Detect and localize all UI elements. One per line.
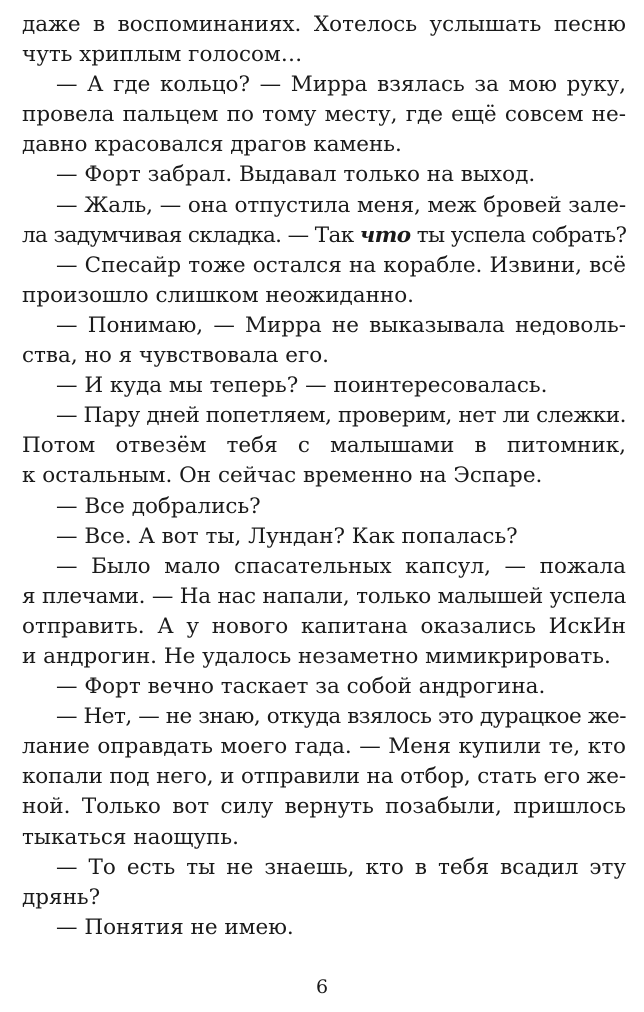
text-line: — Понятия не имею. xyxy=(56,914,294,940)
text-line: — Все добрались? xyxy=(56,493,261,519)
text-line: чуть хриплым голосом… xyxy=(22,42,303,68)
text-line: Потом отвезём тебя с малышами в питомник, xyxy=(22,433,626,459)
text-line: произошло слишком неожиданно. xyxy=(22,282,415,308)
text-line: — Было мало спасательных капсул, — пожала xyxy=(56,553,626,579)
text-line: копали под него, и отправили на отбор, стать его же- xyxy=(22,764,626,790)
body-text xyxy=(22,10,626,943)
text-segment: ты успела собрать? xyxy=(410,222,627,248)
text-line: провела пальцем по тому месту, где ещё совсем не- xyxy=(22,102,626,128)
text-segment: ла задумчивая складка. — Так xyxy=(22,222,360,248)
text-line: — Пару дней попетляем, проверим, нет ли слежки. xyxy=(56,403,627,429)
text-line: — И куда мы теперь? — поинтересовалась. xyxy=(56,373,548,399)
text-line: — Форт забрал. Выдавал только на выход. xyxy=(56,162,536,188)
text-line: и андрогин. Не удалось незаметно мимикрировать. xyxy=(22,643,611,669)
text-line: — Все. А вот ты, Лундан? Как попалась? xyxy=(56,523,518,549)
text-line: ной. Только вот силу вернуть позабыли, пришлось xyxy=(22,794,626,820)
text-line: — Нет, — не знаю, откуда взялось это дурацкое же- xyxy=(56,704,626,730)
text-line: — Форт вечно таскает за собой андрогина. xyxy=(56,674,546,700)
text-line: — А где кольцо? — Мирра взялась за мою руку, xyxy=(56,72,626,98)
text-line: — То есть ты не знаешь, кто в тебя всадил эту xyxy=(56,854,626,880)
page-number: 6 xyxy=(315,976,329,998)
text-line: — Понимаю, — Мирра не выказывала недоволь- xyxy=(56,312,626,338)
text-line: я плечами. — На нас напали, только малышей успела xyxy=(22,583,626,609)
emphasized-word: что xyxy=(359,222,411,248)
text-line xyxy=(22,221,626,251)
text-line: — Спесайр тоже остался на корабле. Извини, всё xyxy=(56,252,626,278)
text-line: ства, но я чувствовала его. xyxy=(22,343,329,369)
text-line: к остальным. Он сейчас временно на Эспаре. xyxy=(22,463,543,489)
text-line: — Жаль, — она отпустила меня, меж бровей зале- xyxy=(56,192,626,218)
text-line: лание оправдать моего гада. — Меня купили те, кто xyxy=(22,734,626,760)
text-line: отправить. А у нового капитана оказались ИскИн xyxy=(22,613,626,639)
text-line: даже в воспоминаниях. Хотелось услышать песню xyxy=(22,12,626,37)
text-line: тыкаться наощупь. xyxy=(22,824,239,850)
text-line: давно красовался драгов камень. xyxy=(22,132,402,158)
text-line: дрянь? xyxy=(22,884,101,910)
